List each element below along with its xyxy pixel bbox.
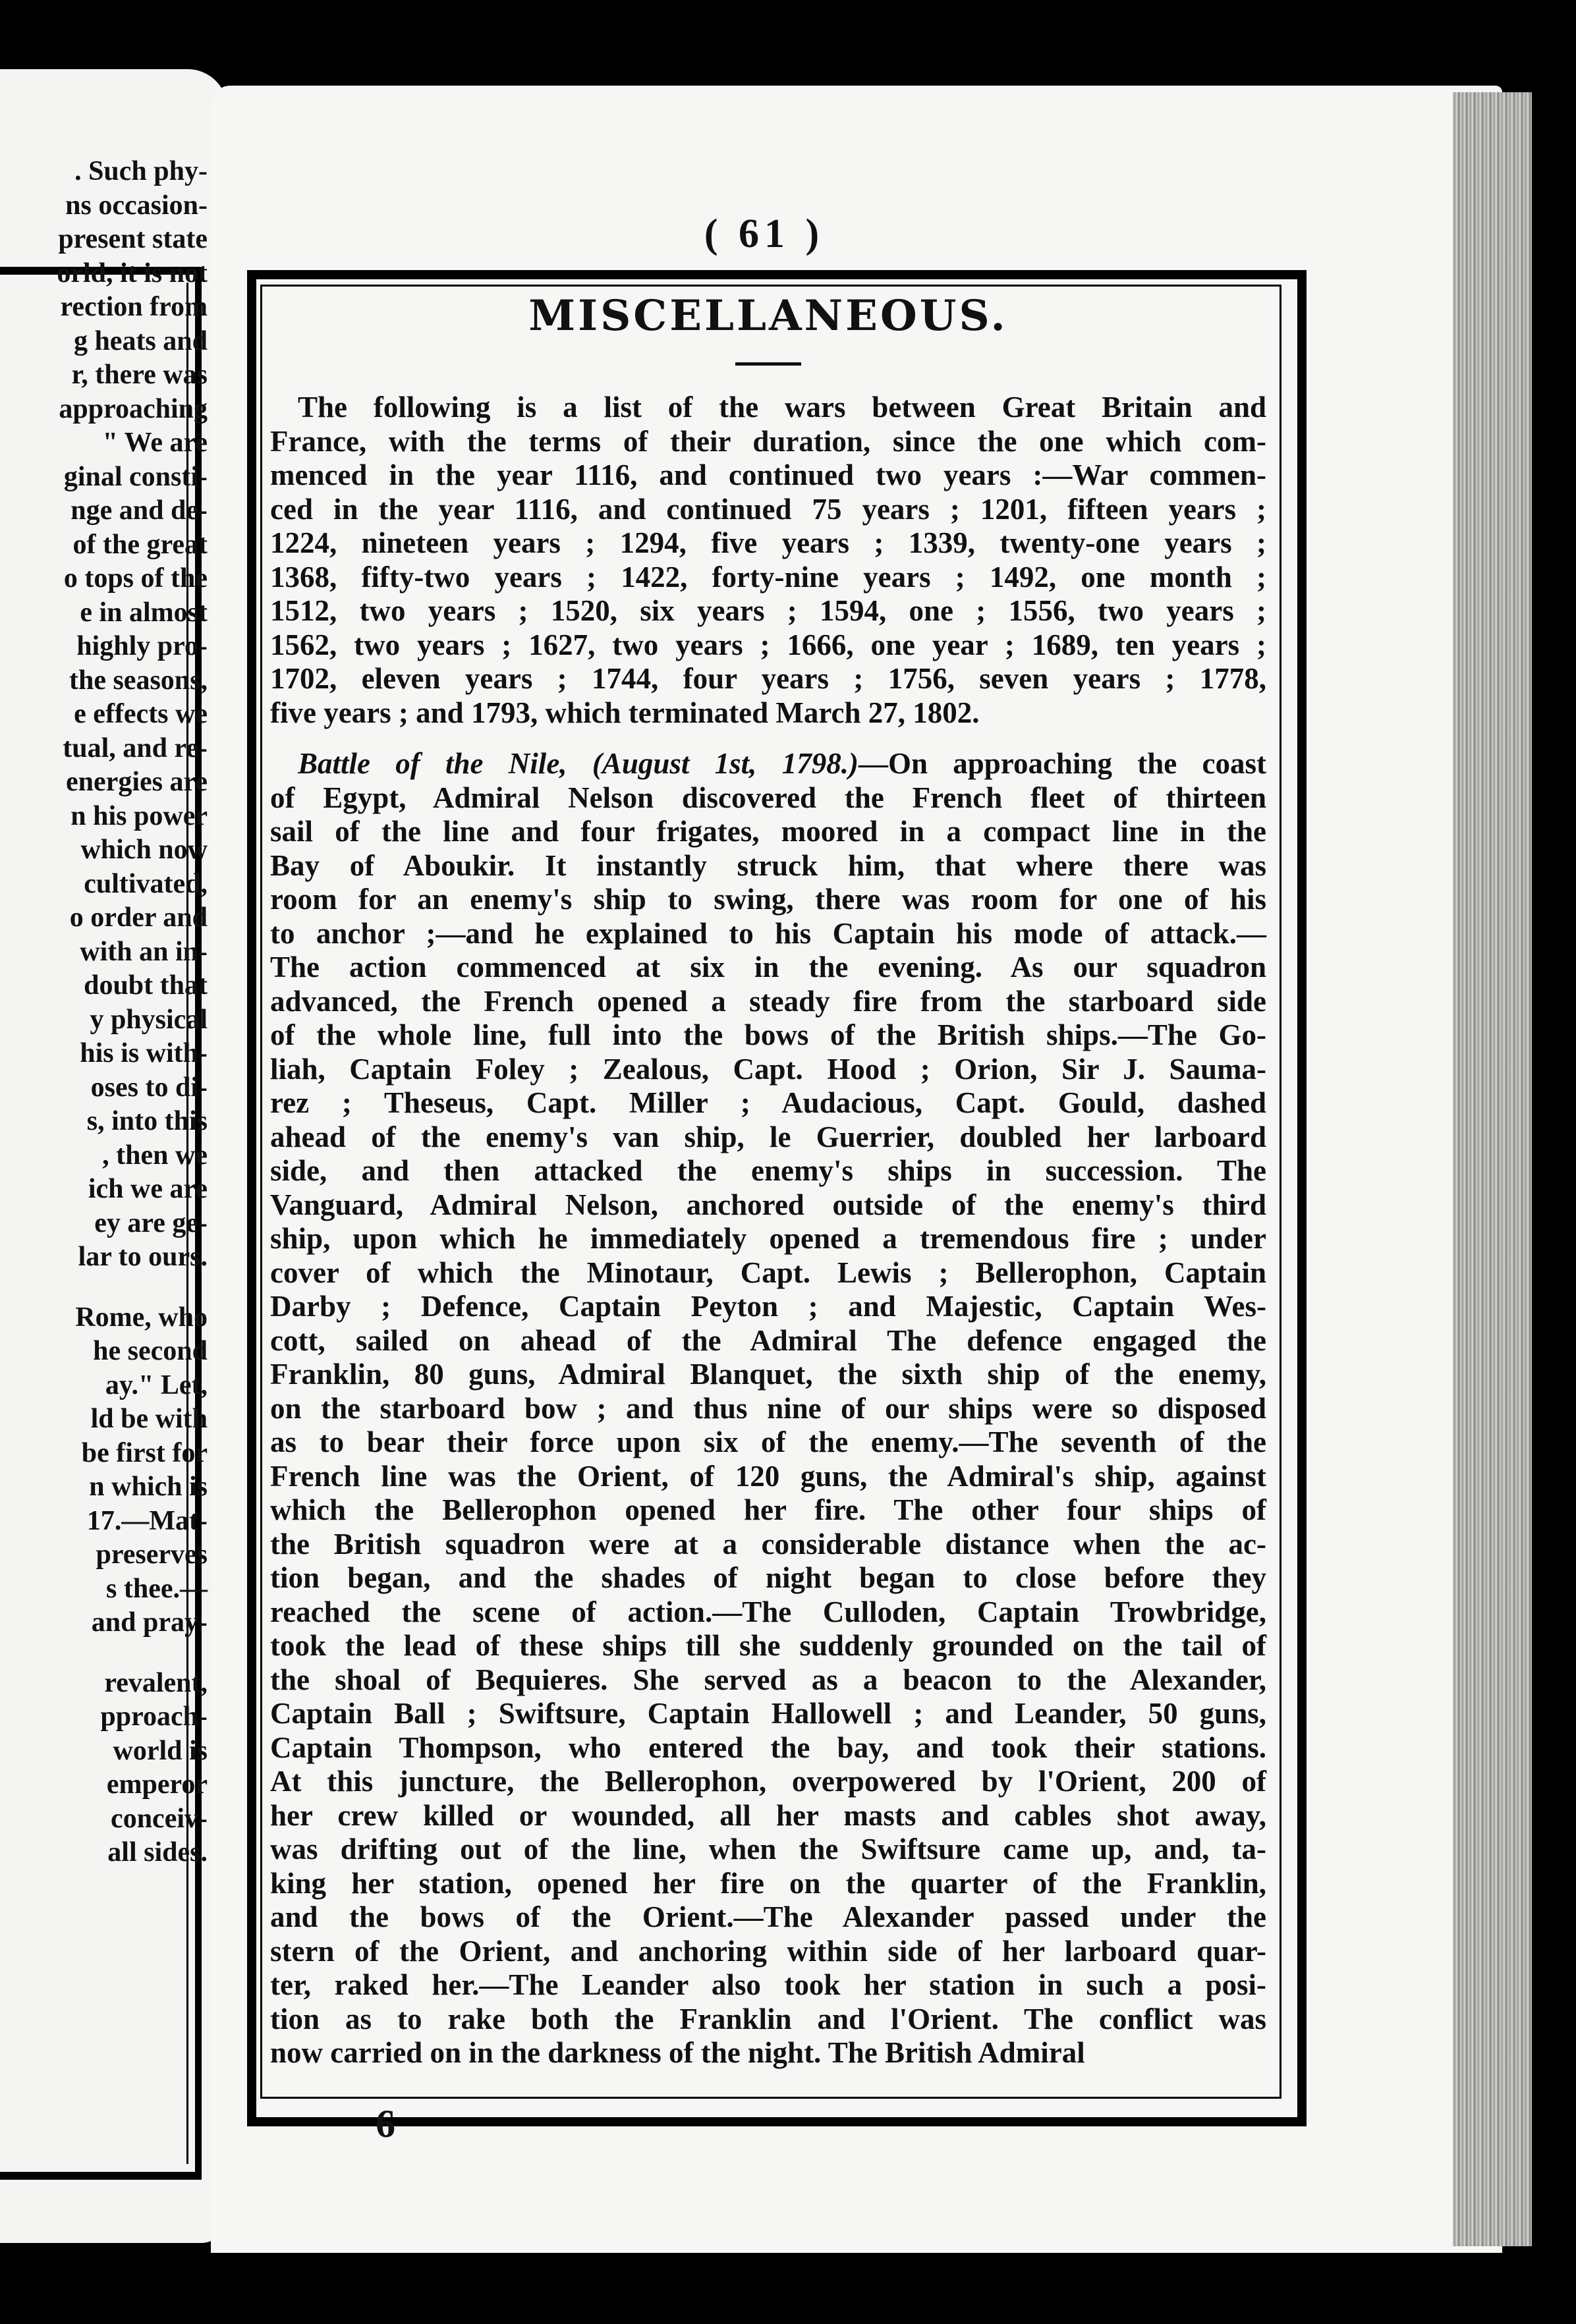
paragraph-line: The action commenced at six in the evening. As our squadron (270, 951, 1266, 983)
paragraph-line: and the bows of the Orient.—The Alexander passed under the (270, 1900, 1266, 1933)
paragraph-line: tion began, and the shades of night began to close before they (270, 1561, 1266, 1594)
left-page-line: , then we (102, 1140, 208, 1171)
left-page-line: cultivated, (84, 868, 208, 899)
left-page-line: 17.—Mat- (86, 1505, 208, 1536)
left-page-line: n his power (70, 800, 208, 831)
left-page-line: tual, and re- (63, 733, 208, 763)
paragraph-line: France, with the terms of their duration, since the one which com- (270, 424, 1266, 458)
paragraph-line: Vanguard, Admiral Nelson, anchored outside of the enemy's third (270, 1188, 1266, 1221)
page-number: ( 61 ) (704, 211, 825, 256)
left-page-line: r, there was (71, 360, 208, 390)
paragraph-line: ahead of the enemy's van ship, le Guerrier, doubled her larboard (270, 1120, 1266, 1153)
paragraph-line: on the starboard bow ; and thus nine of our ships were so disposed (270, 1391, 1266, 1425)
left-facing-page (0, 69, 227, 2243)
paragraph-line: the shoal of Bequieres. She served as a beacon to the Alexander, (270, 1663, 1266, 1696)
left-page-line: and pray- (91, 1607, 208, 1638)
left-page-line: y physical (90, 1004, 208, 1035)
paragraph-line: French line was the Orient, of 120 guns, the Admiral's ship, against (270, 1459, 1266, 1493)
paragraph-line: room for an enemy's ship to swing, there was room for one of his (270, 883, 1266, 916)
left-page-line: preserves (96, 1539, 208, 1570)
left-page-line: " We are (102, 428, 208, 458)
left-page-line: the seasons, (69, 665, 208, 696)
left-page-line: pproach- (100, 1702, 208, 1732)
paragraph-line: ship, upon which he immediately opened a tremendous fire ; under (270, 1222, 1266, 1255)
paragraph-line: Captain Thompson, who entered the bay, and took their stations. (270, 1730, 1266, 1764)
paragraph-line: of the whole line, full into the bows of the British ships.—The Go- (270, 1018, 1266, 1051)
paragraph-line: the British squadron were at a considerable distance when the ac- (270, 1527, 1266, 1561)
left-page-line: approaching (59, 393, 208, 424)
left-page-line: ich we are (88, 1174, 208, 1204)
paragraph-line: now carried on in the darkness of the night. The British Admiral (270, 2036, 1085, 2069)
paragraph-line: ced in the year 1116, and continued 75 years ; 1201, fifteen years ; (270, 492, 1266, 526)
paragraph-line: 1224, nineteen years ; 1294, five years ; 1339, twenty-one years ; (270, 526, 1266, 559)
left-page-line: g heats and (73, 325, 208, 356)
paragraph-line: 1368, fifty-two years ; 1422, forty-nine years ; 1492, one month ; (270, 560, 1266, 594)
left-page-line: revalent, (104, 1667, 208, 1698)
paragraph-line: five years ; and 1793, which terminated March 27, 1802. (270, 696, 980, 729)
left-page-text (0, 155, 208, 1870)
left-page-line: conceiv- (111, 1803, 208, 1834)
left-page-line: s thee.— (106, 1573, 208, 1604)
paragraph-line: reached the scene of action.—The Culloden, Captain Trowbridge, (270, 1595, 1266, 1628)
paragraph-line: 1512, two years ; 1520, six years ; 1594, one ; 1556, two years ; (270, 594, 1266, 627)
paragraph-line: 1562, two years ; 1627, two years ; 1666, one year ; 1689, ten years ; (270, 628, 1266, 661)
battle-of-the-nile-paragraph (270, 747, 1266, 2070)
paragraph-line: Darby ; Defence, Captain Peyton ; and Majestic, Captain Wes- (270, 1290, 1266, 1323)
paragraph-line: liah, Captain Foley ; Zealous, Capt. Hood ; Orion, Sir J. Sauma- (270, 1052, 1266, 1086)
paragraph-line: tion as to rake both the Franklin and l'Orient. The conflict was (270, 2002, 1266, 2035)
heading-divider (735, 362, 801, 366)
paragraph-line: was drifting out of the line, when the Swiftsure came up, and, ta- (270, 1833, 1266, 1866)
paragraph-line: advanced, the French opened a steady fire from the starboard side (270, 984, 1266, 1018)
left-page-line: e effects we (74, 699, 208, 729)
left-page-line: . Such phy- (74, 156, 208, 186)
left-page-line: be first for (81, 1437, 208, 1468)
paragraph-line: cott, sailed on ahead of the Admiral The defence engaged the (270, 1323, 1266, 1357)
paragraph-line: menced in the year 1116, and continued two years :—War commen- (270, 458, 1266, 491)
paragraph-line: rez ; Theseus, Capt. Miller ; Audacious, Capt. Gould, dashed (270, 1086, 1266, 1119)
section-heading: MISCELLANEOUS. (528, 291, 1008, 341)
paragraph-line: Captain Ball ; Swiftsure, Captain Hallowell ; and Leander, 50 guns, (270, 1697, 1266, 1730)
left-page-line: doubt that (84, 970, 208, 1001)
left-page-line: all sides. (107, 1837, 208, 1868)
left-page-line: lar to ours. (78, 1242, 208, 1272)
left-page-line: of the great (72, 529, 208, 560)
page-edges (1453, 92, 1532, 2246)
paragraph-line: to anchor ;—and he explained to his Captain his mode of attack.— (270, 916, 1266, 950)
left-page-line: ginal consti- (63, 461, 208, 492)
paragraph-line: side, and then attacked the enemy's ships in succession. The (270, 1154, 1266, 1187)
left-page-line: ld be with (90, 1404, 208, 1434)
paragraph-line: which the Bellerophon opened her fire. The other four ships of (270, 1493, 1266, 1526)
article-body (270, 290, 1266, 2070)
left-page-line: orld, it is not (57, 258, 208, 289)
paragraph-line: Franklin, 80 guns, Admiral Blanquet, the sixth ship of the enemy, (270, 1358, 1266, 1391)
paragraph-line: cover of which the Minotaur, Capt. Lewis ; Bellerophon, Captain (270, 1256, 1266, 1289)
left-page-line: e in almost (80, 597, 208, 628)
left-page-line: s, into this (86, 1106, 208, 1136)
paragraph-line: ter, raked her.—The Leander also took her station in such a posi- (270, 1968, 1266, 2001)
left-page-line: highly pro- (76, 631, 208, 661)
left-page-line: present state (58, 224, 208, 254)
left-page-line: rection from (60, 292, 208, 322)
left-page-line: which now (80, 835, 208, 865)
paragraph-line: At this juncture, the Bellerophon, overpowered by l'Orient, 200 of (270, 1765, 1266, 1798)
paragraph-line: took the lead of these ships till she suddenly grounded on the tail of (270, 1629, 1266, 1662)
paragraph-line: The following is a list of the wars between Great Britain and (298, 391, 1266, 424)
paragraph-line: 1702, eleven years ; 1744, four years ; 1756, seven years ; 1778, (270, 662, 1266, 695)
left-page-line: o tops of the (63, 563, 208, 594)
left-page-line: o order and (69, 902, 208, 933)
left-page-line: ey are ge- (94, 1207, 208, 1238)
paragraph-line (270, 747, 1266, 781)
left-page-line: emperor (106, 1769, 208, 1800)
left-page-line: world is (113, 1735, 208, 1766)
signature-mark: 6 (376, 2102, 395, 2145)
wars-list-paragraph (270, 391, 1266, 730)
paragraph-line: king her station, opened her fire on the quarter of the Franklin, (270, 1866, 1266, 1900)
left-page-line: ay." Let, (105, 1370, 208, 1400)
paragraph-line: Bay of Aboukir. It instantly struck him, that where there was (270, 848, 1266, 882)
left-page-line: he second (93, 1336, 208, 1366)
paragraph-line: stern of the Orient, and anchoring within side of her larboard quar- (270, 1934, 1266, 1968)
paragraph-line: her crew killed or wounded, all her masts and cables shot away, (270, 1798, 1266, 1832)
left-page-line: n which is (89, 1472, 208, 1502)
left-page-line: his is with- (80, 1038, 208, 1068)
paragraph-line: as to bear their force upon six of the enemy.—The seventh of the (270, 1425, 1266, 1458)
left-page-line: nge and de- (70, 495, 208, 526)
paragraph-line: sail of the line and four frigates, moored in a compact line in the (270, 815, 1266, 848)
left-page-line: with an in- (80, 936, 208, 967)
left-page-line: energies are (66, 767, 208, 797)
left-page-line: Rome, who (75, 1302, 208, 1333)
battle-title-rest: —On approaching the coast (858, 747, 1266, 780)
left-page-line: oses to di- (90, 1072, 208, 1103)
paragraph-line: of Egypt, Admiral Nelson discovered the French fleet of thirteen (270, 781, 1266, 814)
left-page-line: ns occasion- (65, 190, 208, 221)
battle-title: Battle of the Nile, (August 1st, 1798.) (298, 747, 858, 780)
